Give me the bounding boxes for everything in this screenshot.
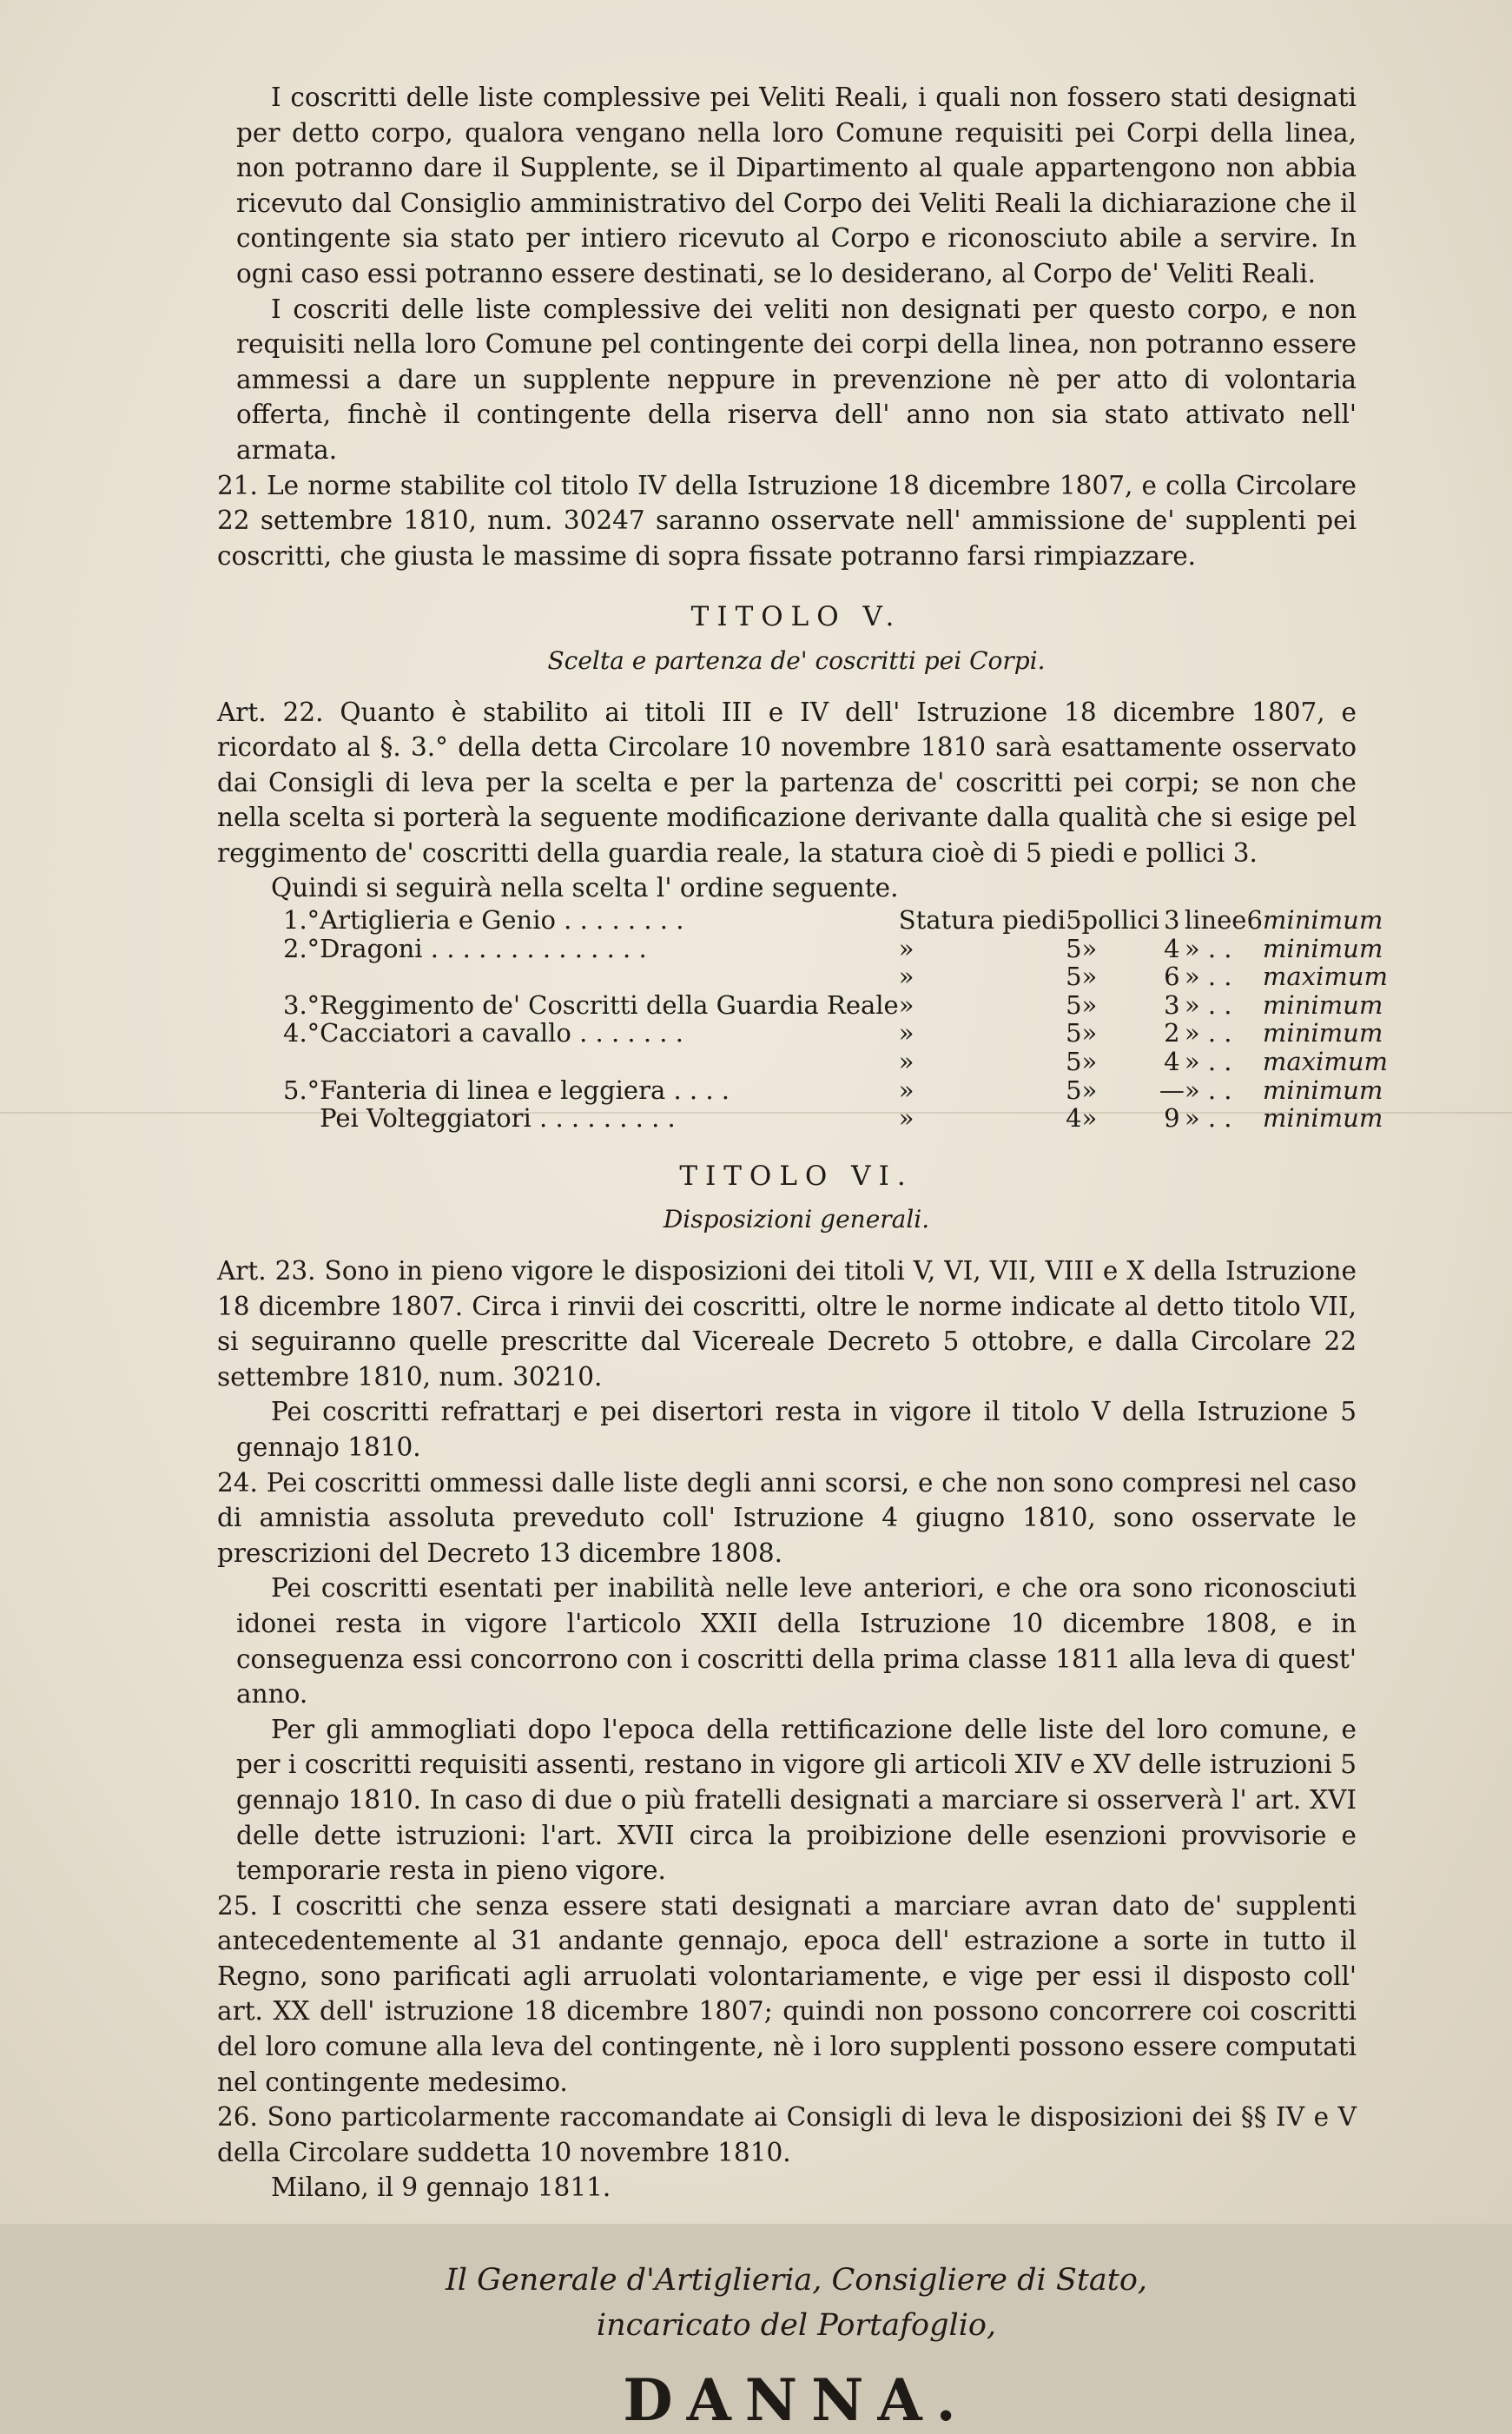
height-cell-piedi: 4 xyxy=(1066,1103,1082,1134)
height-row xyxy=(283,1076,1388,1105)
height-cell-pollici: 2 xyxy=(1164,1018,1180,1048)
height-cell-num: 1.° xyxy=(283,905,320,936)
height-cell-piedi: 5 xyxy=(1066,1047,1082,1077)
height-cell-linee xyxy=(1246,991,1262,1020)
height-cell-lin-label: » . . xyxy=(1184,1047,1232,1077)
height-cell-pollici: 4 xyxy=(1164,933,1180,963)
titolo-v-subtitle: Scelta e partenza de' coscritti pei Corpi. xyxy=(547,645,1046,675)
article-22-order-intro: Quindi si seguirà nella scelta l' ordine seguente. xyxy=(271,873,899,903)
height-cell-poll-label: » xyxy=(1081,1047,1098,1077)
height-cell-lin-label: » . . xyxy=(1184,989,1232,1020)
article-23: Art. 23. Sono in pieno vigore le disposizioni dei titoli V, VI, VII, VIII e X della Istruzione 18 dicembre 1807. Circa i rinvii dei coscritti, oltre le norme indicate al detto titolo VII, si seguiranno quelle prescritte dal Vicereale Decreto 5 ottobre, e dalla Circolare 22 settembre 1810, num. 30210. xyxy=(217,1256,1357,1392)
height-cell-poll-label: » xyxy=(1081,962,1098,992)
height-cell-pre: » xyxy=(898,989,914,1020)
height-cell-pollici: — xyxy=(1159,1075,1185,1105)
article-22: Art. 22. Quanto è stabilito ai titoli III e IV dell' Istruzione 18 dicembre 1807, e ricordato al §. 3.° della detta Circolare 10 novembre 1810 sarà esattamente osservato dai Consigli di leva per la scelta e per la partenza de' coscritti pei corpi; se non che nella scelta si porterà la seguente modificazione derivante dalla qualità che si esige pel reggimento de' coscritti della guardia reale, la statura cioè di 5 piedi e pollici 3. xyxy=(217,697,1357,868)
height-row xyxy=(283,935,1388,963)
height-cell-linee xyxy=(1246,962,1262,991)
height-cell-linee xyxy=(1246,1019,1262,1048)
height-cell-pre: » xyxy=(898,1047,914,1077)
height-cell-num: 4.° xyxy=(283,1018,320,1048)
height-cell-poll-label: » xyxy=(1081,933,1098,963)
height-cell-piedi: 5 xyxy=(1066,1075,1082,1105)
height-row xyxy=(283,906,1388,935)
height-cell-name: Artiglieria e Genio . . . . . . . . xyxy=(320,905,684,936)
height-cell-poll-label: » xyxy=(1081,989,1098,1020)
article-24: 24. Pei coscritti ommessi dalle liste degli anni scorsi, e che non sono compresi nel caso di amnistia assoluta preveduto coll' Istruzione 4 giugno 1810, sono osservate le prescrizioni del Decreto 13 dicembre 1808. xyxy=(217,1467,1357,1568)
height-cell-pollici: 6 xyxy=(1164,962,1180,992)
height-cell-name xyxy=(320,962,899,991)
height-cell-pre: » xyxy=(898,962,914,992)
titolo-v-heading: TITOLO V. xyxy=(690,601,902,633)
height-cell-linee xyxy=(1246,1104,1262,1133)
height-cell-linee xyxy=(1246,1076,1262,1105)
article-25: 25. I coscritti che senza essere stati designati a marciare avran dato de' supplenti antecedentemente al 31 andante gennajo, epoca dell' estrazione a sorte in tutto il Regno, sono parificati agli arruolati volontariamente, e vige per essi il disposto coll' art. XX dell' istruzione 18 dicembre 1807; quindi non possono concorrere coi coscritti del loro comune alla leva del contingente, nè i loro supplenti possono essere computati nel contingente medesimo. xyxy=(217,1890,1357,2097)
height-cell-limit: minimum xyxy=(1262,1103,1383,1134)
height-cell-num: 2.° xyxy=(283,933,320,963)
height-cell-pollici: 3 xyxy=(1164,905,1180,936)
height-cell-limit: maximum xyxy=(1262,962,1389,992)
signature-name: DANNA. xyxy=(623,2366,970,2434)
height-cell-name: Reggimento de' Coscritti della Guardia Reale xyxy=(320,989,899,1020)
height-cell-num: 3.° xyxy=(283,989,320,1020)
height-cell-linee xyxy=(1246,935,1262,963)
height-cell-piedi: 5 xyxy=(1066,1018,1082,1048)
height-cell-pre: » xyxy=(898,933,914,963)
height-cell-num xyxy=(283,962,320,991)
height-cell-pre: » xyxy=(898,1018,914,1048)
signature-block xyxy=(236,2258,1357,2348)
height-cell-piedi: 5 xyxy=(1066,962,1082,992)
titolo-vi-heading: TITOLO VI. xyxy=(679,1160,914,1192)
height-cell-pollici: 3 xyxy=(1164,989,1180,1020)
height-cell-lin-label: » . . xyxy=(1184,962,1232,992)
article-26: 26. Sono particolarmente raccomandate ai Consigli di leva le disposizioni dei §§ IV e V della Circolare suddetta 10 novembre 1810. xyxy=(217,2102,1357,2167)
article-24-ammogliati: Per gli ammogliati dopo l'epoca della rettificazione delle liste del loro comune, e per i coscritti requisiti assenti, restano in vigore gli articoli XIV e XV delle istruzioni 5 gennajo 1810. In caso di due o più fratelli designati a marciare si osserverà l' art. XVI delle dette istruzioni: l'art. XVII circa la proibizione delle esenzioni provvisorie e temporarie resta in pieno vigore. xyxy=(236,1714,1357,1886)
height-cell-name: Cacciatori a cavallo . . . . . . . xyxy=(320,1018,683,1048)
article-24-esentati: Pei coscritti esentati per inabilità nelle leve anteriori, e che ora sono riconosciuti idonei resta in vigore l'articolo XXII della Istruzione 10 dicembre 1808, e in conseguenza essi concorrono con i coscritti della prima classe 1811 alla leva di quest' anno. xyxy=(236,1573,1357,1710)
height-cell-lin-label: linee xyxy=(1184,905,1247,936)
height-cell-piedi: 5 xyxy=(1066,905,1082,936)
height-cell-poll-label: » xyxy=(1081,1075,1098,1105)
height-cell-poll-label: pollici xyxy=(1081,905,1159,936)
height-cell-lin-label: » . . xyxy=(1184,933,1232,963)
height-cell-lin-label: » . . xyxy=(1184,1018,1232,1048)
height-cell-linee: 6 xyxy=(1246,905,1263,936)
height-cell-limit: minimum xyxy=(1262,1075,1383,1105)
height-cell-name: Fanteria di linea e leggiera . . . . xyxy=(320,1075,730,1105)
height-cell-linee xyxy=(1246,1048,1262,1076)
height-cell-lin-label: » . . xyxy=(1184,1075,1232,1105)
height-cell-num xyxy=(283,1048,320,1076)
height-cell-name: Pei Volteggiatori . . . . . . . . . xyxy=(320,1103,676,1134)
height-row xyxy=(283,1019,1388,1048)
height-cell-num xyxy=(283,1104,320,1133)
height-row xyxy=(283,1104,1388,1133)
signature-title-line-2: incaricato del Portafoglio, xyxy=(596,2308,997,2344)
height-cell-pre: Statura piedi xyxy=(898,905,1066,936)
height-cell-piedi: 5 xyxy=(1066,989,1082,1020)
height-cell-poll-label: » xyxy=(1081,1018,1098,1048)
article-21: 21. Le norme stabilite col titolo IV della Istruzione 18 dicembre 1807, e colla Circolare 22 settembre 1810, num. 30247 saranno osservate nell' ammissione de' supplenti pei coscritti, che giusta le massime di sopra fissate potranno farsi rimpiazzare. xyxy=(217,470,1357,571)
height-cell-limit: minimum xyxy=(1262,933,1383,963)
intro-paragraph-2: I coscriti delle liste complessive dei veliti non designati per questo corpo, e non requisiti nella loro Comune pel contingente dei corpi della linea, non potranno essere ammessi a dare un supplente neppure in prevenzione nè per atto di volontaria offerta, finchè il contingente della riserva dell' anno non sia stato attivato nell' armata. xyxy=(236,294,1357,465)
date-line: Milano, il 9 gennajo 1811. xyxy=(271,2173,611,2203)
height-cell-limit: minimum xyxy=(1262,905,1383,936)
document-body xyxy=(217,80,1389,2434)
height-cell-name: Dragoni . . . . . . . . . . . . . . xyxy=(320,933,647,963)
height-cell-pre: » xyxy=(898,1103,914,1134)
height-cell-lin-label: » . . xyxy=(1184,1103,1232,1134)
height-cell-poll-label: » xyxy=(1081,1103,1098,1134)
height-row xyxy=(283,962,1388,991)
height-row xyxy=(283,991,1388,1020)
height-cell-num: 5.° xyxy=(283,1075,320,1105)
article-23-refrattari: Pei coscritti refrattarj e pei disertori resta in vigore il titolo V della Istruzione 5 gennajo 1810. xyxy=(236,1397,1357,1462)
height-row xyxy=(283,1048,1388,1076)
intro-paragraph-1: I coscritti delle liste complessive pei Veliti Reali, i quali non fossero stati designati per detto corpo, qualora vengano nella loro Comune requisiti pei Corpi della linea, non potranno dare il Supplente, se il Dipartimento al quale appartengono non abbia ricevuto dal Consiglio amministrativo del Corpo dei Veliti Reali la dichiarazione che il contingente sia stato per intiero ricevuto al Corpo e riconosciuto abile a servire. In ogni caso essi potranno essere destinati, se lo desiderano, al Corpo de' Veliti Reali. xyxy=(236,83,1357,288)
height-cell-limit: maximum xyxy=(1262,1047,1389,1077)
height-cell-name xyxy=(320,1048,899,1076)
height-cell-limit: minimum xyxy=(1262,1018,1383,1048)
height-cell-pollici: 4 xyxy=(1164,1047,1180,1077)
height-cell-pre: » xyxy=(898,1075,914,1105)
height-cell-piedi: 5 xyxy=(1066,933,1082,963)
signature-title-line-1: Il Generale d'Artiglieria, Consigliere di Stato, xyxy=(445,2263,1148,2298)
height-cell-pollici: 9 xyxy=(1164,1103,1180,1134)
height-cell-limit: minimum xyxy=(1262,989,1383,1020)
titolo-vi-subtitle: Disposizioni generali. xyxy=(663,1205,930,1234)
height-requirements-table xyxy=(283,906,1388,1133)
